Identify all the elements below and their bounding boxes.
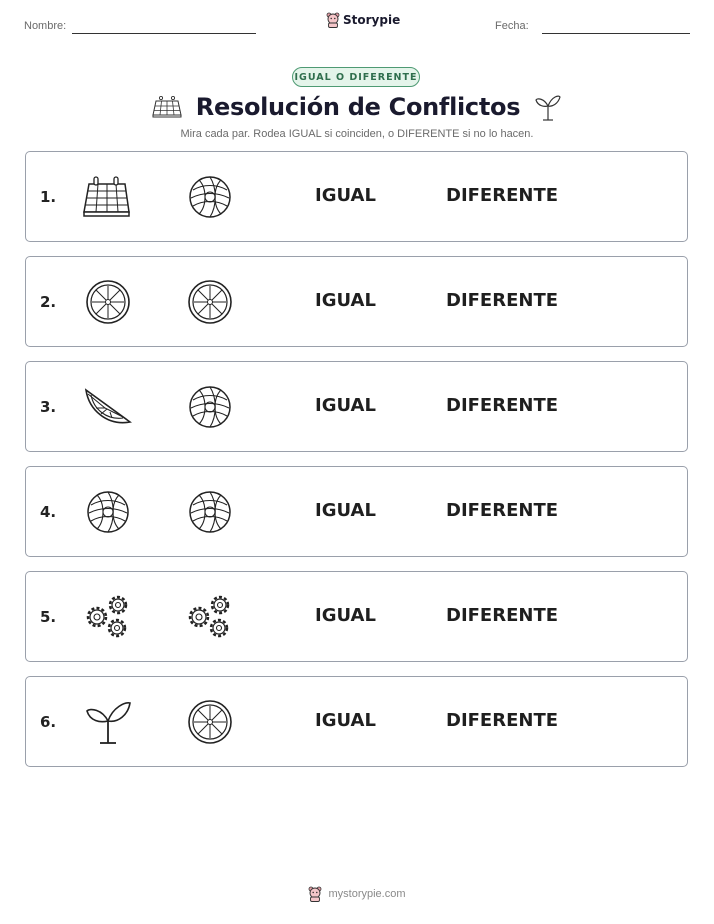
question-number: 2. — [40, 293, 57, 311]
footer — [0, 886, 714, 902]
same-option[interactable]: IGUAL — [315, 395, 376, 416]
sprout-icon — [83, 699, 133, 745]
board-game-icon — [81, 174, 131, 220]
sprout-icon — [534, 92, 562, 122]
orange-wedge-icon — [83, 384, 133, 430]
question-row — [25, 151, 688, 242]
question-row — [25, 676, 688, 767]
different-option[interactable]: DIFERENTE — [446, 500, 559, 521]
date-line[interactable] — [542, 33, 690, 34]
brand-logo — [326, 12, 400, 28]
question-number: 3. — [40, 398, 57, 416]
question-row — [25, 466, 688, 557]
different-option[interactable]: DIFERENTE — [446, 710, 559, 731]
question-number: 6. — [40, 713, 57, 731]
yarn-ball-icon — [185, 174, 235, 220]
date-label: Fecha: — [495, 20, 529, 32]
gears-icon — [185, 594, 235, 640]
question-number: 5. — [40, 608, 57, 626]
title-row — [0, 92, 714, 122]
same-option[interactable]: IGUAL — [315, 605, 376, 626]
footer-url: mystorypie.com — [328, 888, 406, 900]
page-title: Resolución de Conflictos — [195, 93, 521, 121]
different-option[interactable]: DIFERENTE — [446, 605, 559, 626]
different-option[interactable]: DIFERENTE — [446, 185, 559, 206]
bear-mascot-icon — [308, 886, 322, 902]
question-row — [25, 361, 688, 452]
question-row — [25, 571, 688, 662]
bear-mascot-icon — [326, 12, 340, 28]
activity-badge: IGUAL O DIFERENTE — [292, 67, 420, 87]
brand-name: Storypie — [343, 13, 401, 27]
gears-icon — [83, 594, 133, 640]
same-option[interactable]: IGUAL — [315, 500, 376, 521]
board-game-icon — [152, 95, 182, 119]
question-number: 4. — [40, 503, 57, 521]
different-option[interactable]: DIFERENTE — [446, 290, 559, 311]
same-option[interactable]: IGUAL — [315, 290, 376, 311]
same-option[interactable]: IGUAL — [315, 710, 376, 731]
name-label: Nombre: — [24, 20, 67, 32]
yarn-ball-icon — [185, 384, 235, 430]
yarn-ball-icon — [185, 489, 235, 535]
orange-slice-icon — [185, 279, 235, 325]
orange-slice-icon — [83, 279, 133, 325]
yarn-ball-icon — [83, 489, 133, 535]
question-row — [25, 256, 688, 347]
question-number: 1. — [40, 188, 57, 206]
orange-slice-icon — [185, 699, 235, 745]
instructions: Mira cada par. Rodea IGUAL si coinciden, o DIFERENTE si no lo hacen. — [180, 128, 534, 140]
same-option[interactable]: IGUAL — [315, 185, 376, 206]
name-line[interactable] — [72, 33, 256, 34]
different-option[interactable]: DIFERENTE — [446, 395, 559, 416]
